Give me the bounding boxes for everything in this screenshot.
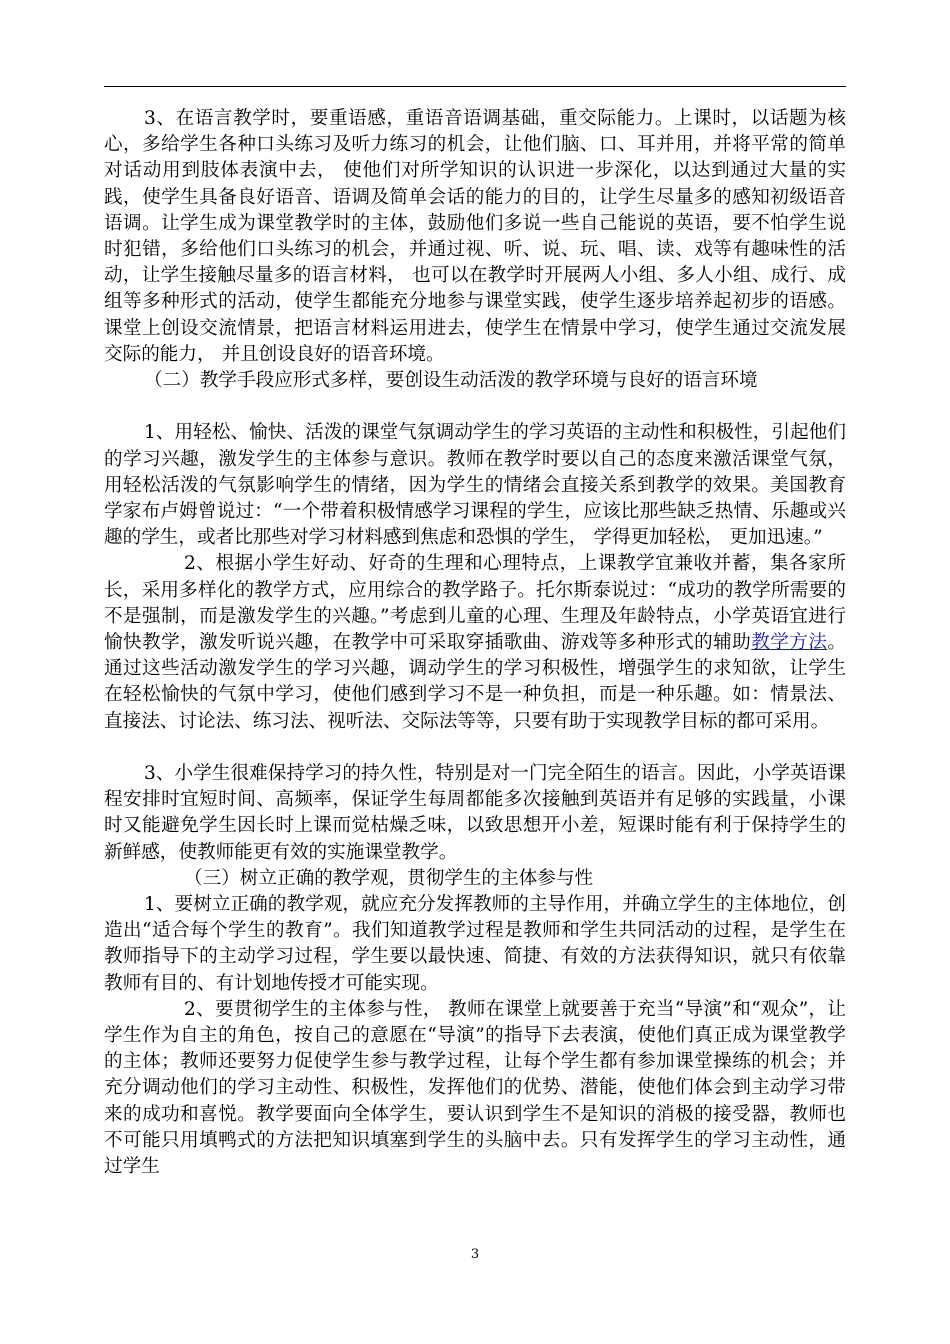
teaching-method-link[interactable]: 教学方法 bbox=[751, 632, 828, 654]
section-heading-two: （二）教学手段应形式多样，要创设生动活泼的教学环境与良好的语言环境 bbox=[144, 370, 758, 392]
paragraph-teaching-methods-text-b: 。通过这些活动激发学生的学习兴趣，调动学生的学习积极性，增强学生的求知欲，让学生在轻松愉快的气氛中学习，使他们感到学习不是一种负担，而是一种乐趣。如：情景法、直接法、讨论法、练习法、视听法、交际法等等，只要有助于实现教学目标的都可采用。 bbox=[104, 632, 846, 732]
blank-line bbox=[104, 394, 846, 420]
paragraph-student-participation: 2、要贯彻学生的主体参与性， 教师在课堂上就要善于充当“导演”和“观众”，让学生作为自主的角色，按自己的意愿在“导演”的指导下去表演，使他们真正成为课堂教学的主体；教师还要努力促使学生参与教学过程，让每个学生都有参加课堂操练的机会；并充分调动他们的学习主动性、积极性，发挥他们的优势、潜能，使他们体会到主动学习带来的成功和喜悦。教学要面向全体学生，要认识到学生不是知识的消极的接受器，教师也不可能只用填鸭式的方法把知识填塞到学生的头脑中去。只有发挥学生的学习主动性，通过学生 bbox=[104, 998, 846, 1178]
paragraph-short-lessons: 3、小学生很难保持学习的持久性，特别是对一门完全陌生的语言。因此，小学英语课程安排时宜短时间、高频率，保证学生每周都能多次接触到英语并有足够的实践量，小课时又能避免学生因长时上课而觉枯燥乏味，以致思想开小差，短课时能有利于保持学生的新鲜感，使教师能更有效的实施课堂教学。 bbox=[104, 763, 846, 863]
paragraph-language-teaching: 3、在语言教学时，要重语感，重语音语调基础，重交际能力。上课时，以话题为核心，多给学生各种口头练习及听力练习的机会，让他们脑、口、耳并用，并将平常的简单对话动用到肢体表演中去， 使他们对所学知识的认识进一步深化，以达到通过大量的实践，使学生具备良好语音、语调及简单会话的能力的目的，让学生尽量多的感知初级语音语调。让学生成为课堂教学时的主体，鼓励他们多说一些自己能说的英语，要不怕学生说时犯错，多给他们口头练习的机会，并通过视、听、说、玩、唱、读、戏等有趣味性的活动，让学生接触尽量多的语言材料， 也可以在教学时开展两人小组、多人小组、成行、成组等多种形式的活动，使学生都能充分地参与课堂实践，使学生逐步培养起初步的语感。课堂上创设交流情景，把语言材料运用进去，使学生在情景中学习，使学生通过交流发展交际的能力， 并且创设良好的语音环境。 bbox=[104, 108, 846, 365]
paragraph-classroom-atmosphere: 1、用轻松、愉快、活泼的课堂气氛调动学生的学习英语的主动性和积极性，引起他们的学习兴趣，激发学生的主体参与意识。教师在教学时要以自己的态度来激活课堂气氛，用轻松活泼的气氛影响学生的情绪，因为学生的情绪会直接关系到教学的效果。美国教育学家布卢姆曾说过：“一个带着积极情感学习课程的学生，应该比那些缺乏热情、乐趣或兴趣的学生，或者比那些对学习材料感到焦虑和恐惧的学生， 学得更加轻松， 更加迅速。” bbox=[104, 422, 846, 549]
document-body bbox=[104, 106, 846, 1180]
blank-line bbox=[104, 735, 846, 761]
header-rule bbox=[104, 86, 846, 87]
paragraph-teaching-methods bbox=[104, 551, 846, 734]
section-heading-three: （三）树立正确的教学观，贯彻学生的主体参与性 bbox=[184, 867, 594, 889]
paragraph-teaching-methods-text-a: 2、根据小学生好动、好奇的生理和心理特点，上课教学宜兼收并蓄，集各家所长，采用多样化的教学方式，应用综合的教学路子。托尔斯泰说过：“成功的教学所需要的不是强制，而是激发学生的兴趣。”考虑到儿童的心理、生理及年龄特点，小学英语宜进行愉快教学，激发听说兴趣，在教学中可采取穿插歌曲、游戏等多种形式的辅助 bbox=[104, 553, 846, 654]
paragraph-teaching-view: 1、要树立正确的教学观，就应充分发挥教师的主导作用，并确立学生的主体地位，创造出“适合每个学生的教育”。我们知道教学过程是教师和学生共同活动的过程，是学生在教师指导下的主动学习过程，学生要以最快速、简捷、有效的方法获得知识，就只有依靠教师有目的、有计划地传授才可能实现。 bbox=[104, 894, 846, 994]
page-number: 3 bbox=[470, 1247, 480, 1262]
